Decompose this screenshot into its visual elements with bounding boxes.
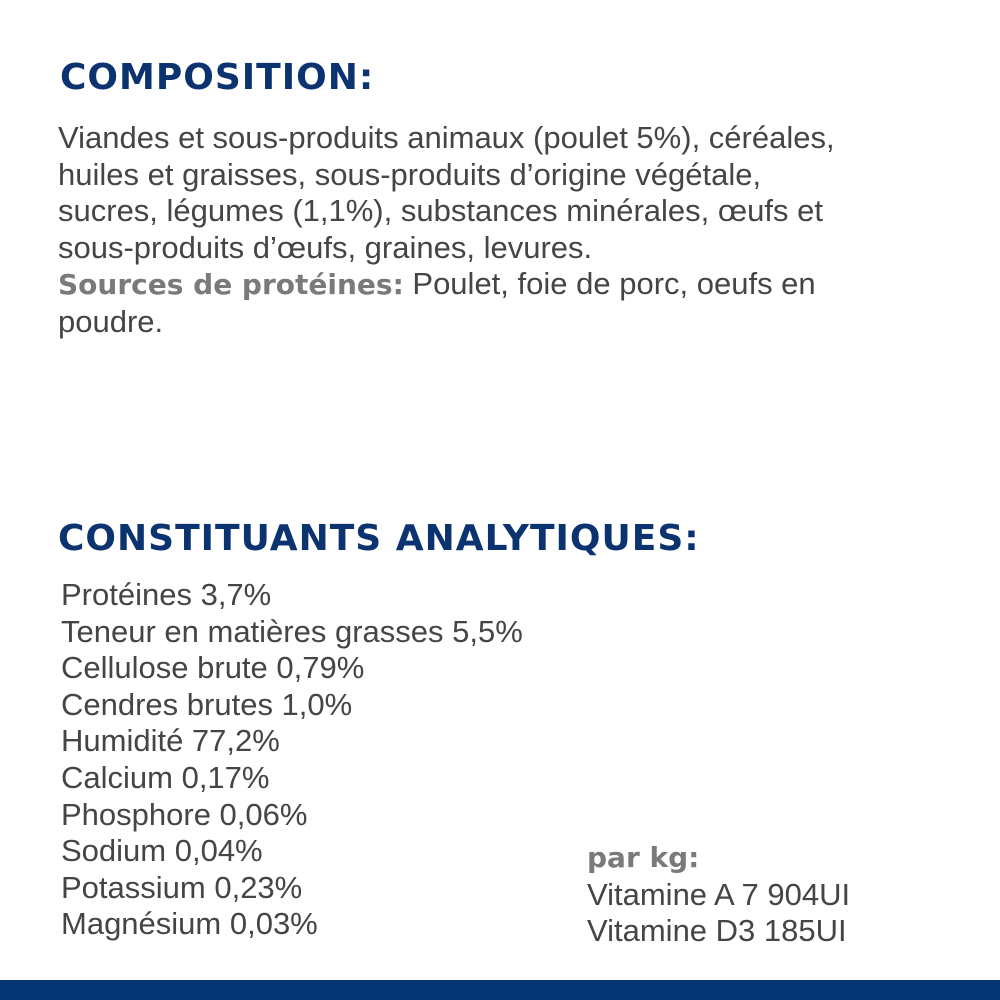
constituent-item: Humidité 77,2% xyxy=(61,723,280,759)
constituent-item: Teneur en matières grasses 5,5% xyxy=(61,613,523,649)
per-kg-vitamins xyxy=(587,840,850,950)
per-kg-label: par kg: xyxy=(587,841,700,874)
protein-sources-value: Poulet, foie de porc, oeufs en xyxy=(403,266,816,301)
vitamin-item: Vitamine D3 185UI xyxy=(587,913,847,949)
composition-line: huiles et graisses, sous-produits d’origine végétale, xyxy=(58,156,762,192)
protein-sources-continuation: poudre. xyxy=(58,303,164,339)
vitamin-item: Vitamine A 7 904UI xyxy=(587,876,851,912)
composition-line: sucres, légumes (1,1%), substances minérales, œufs et xyxy=(58,193,823,228)
composition-text xyxy=(58,120,978,340)
constituent-item: Protéines 3,7% xyxy=(61,577,272,612)
constituent-item: Potassium 0,23% xyxy=(61,869,303,905)
analytic-constituents-heading: CONSTITUANTS ANALYTIQUES: xyxy=(58,518,700,559)
constituent-item: Sodium 0,04% xyxy=(61,833,263,869)
composition-line: sous-produits d’œufs, graines, levures. xyxy=(58,229,593,265)
composition-line: Viandes et sous-produits animaux (poulet 5%), céréales, xyxy=(58,120,835,155)
protein-sources-line xyxy=(58,266,978,304)
constituent-item: Cellulose brute 0,79% xyxy=(61,650,365,686)
constituent-item: Calcium 0,17% xyxy=(61,759,270,795)
analytic-constituents-list xyxy=(61,577,523,943)
constituent-item: Magnésium 0,03% xyxy=(61,906,318,942)
protein-sources-label: Sources de protéines: xyxy=(58,268,404,301)
constituent-item: Phosphore 0,06% xyxy=(61,796,308,832)
composition-heading: COMPOSITION: xyxy=(60,57,375,98)
constituent-item: Cendres brutes 1,0% xyxy=(61,686,353,722)
bottom-brand-band xyxy=(0,980,1000,1000)
